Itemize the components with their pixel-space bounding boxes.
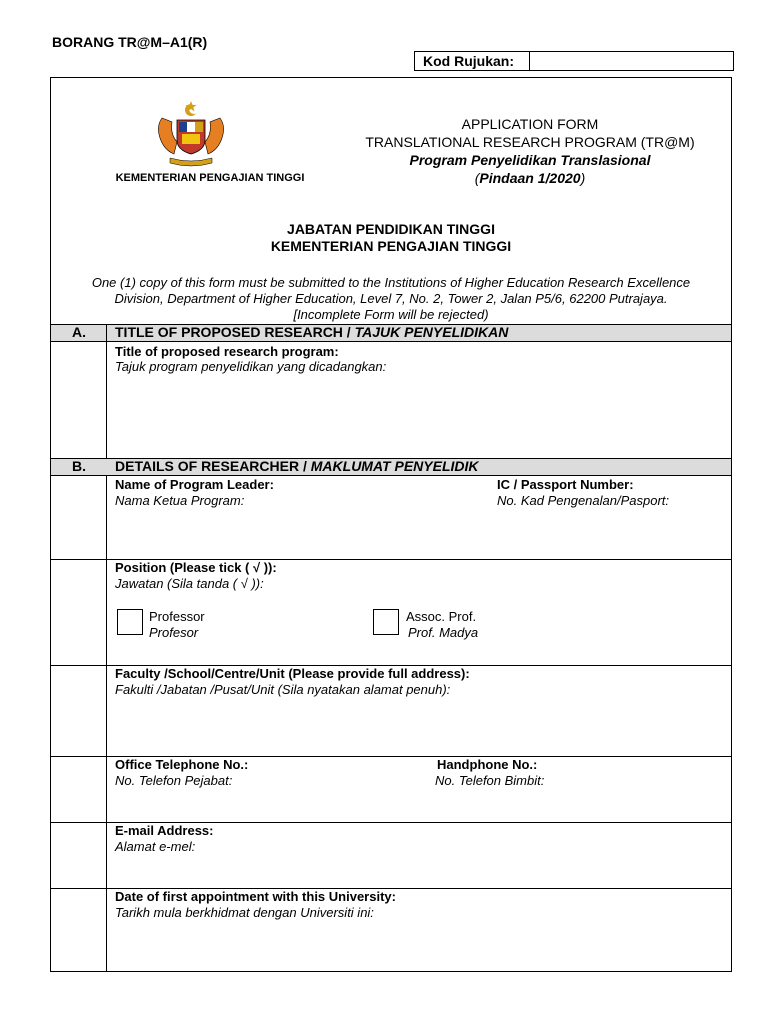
email-input[interactable] (110, 858, 728, 886)
row-label-divider (106, 324, 107, 971)
submission-instructions (56, 275, 726, 323)
program-title: TRANSLATIONAL RESEARCH PROGRAM (TR@M) (365, 134, 695, 150)
instruction-line-3: [Incomplete Form will be rejected) (293, 307, 489, 322)
form-title: APPLICATION FORM (461, 116, 599, 132)
office-telephone-input[interactable] (110, 792, 428, 820)
divider (51, 341, 731, 342)
program-title-ms: Program Penyelidikan Translasional (409, 152, 651, 168)
position-label-ms: Jawatan (Sila tanda ( √ )): (115, 576, 264, 591)
faculty-address-input[interactable] (110, 700, 728, 752)
instruction-line-2: Division, Department of Higher Education, Level 7, No. 2, Tower 2, Jalan P5/6, 62200 Putrajaya. (114, 291, 668, 306)
professor-checkbox[interactable] (117, 609, 143, 635)
instruction-line-1: One (1) copy of this form must be submitted to the Institutions of Higher Education Research Excellence (91, 275, 691, 290)
section-a-letter: A. (72, 324, 86, 340)
faculty-label-ms: Fakulti /Jabatan /Pusat/Unit (Sila nyatakan alamat penuh): (115, 682, 451, 697)
handphone-label: Handphone No.: (437, 757, 538, 772)
research-title-label: Title of proposed research program: (115, 344, 339, 359)
reference-code-field[interactable] (530, 52, 733, 70)
reference-code-box (414, 51, 734, 71)
program-leader-label-ms: Nama Ketua Program: (115, 493, 245, 508)
section-b-header (51, 459, 731, 475)
form-title-block (340, 115, 720, 187)
office-telephone-label-ms: No. Telefon Pejabat: (115, 773, 233, 788)
office-telephone-label: Office Telephone No.: (115, 757, 249, 772)
section-a-header (51, 325, 731, 341)
position-label: Position (Please tick ( √ )): (115, 560, 277, 575)
appointment-date-label: Date of first appointment with this University: (115, 889, 396, 904)
professor-option-label: Professor (149, 609, 205, 624)
department-block (52, 221, 730, 255)
department-line-2: KEMENTERIAN PENGAJIAN TINGGI (270, 238, 512, 254)
ic-passport-input[interactable] (494, 512, 728, 556)
email-label: E-mail Address: (115, 823, 214, 838)
program-leader-label: Name of Program Leader: (115, 477, 274, 492)
ic-passport-label-ms: No. Kad Pengenalan/Pasport: (497, 493, 670, 508)
amendment-number: Pindaan 1/2020 (479, 170, 581, 186)
assoc-prof-checkbox[interactable] (373, 609, 399, 635)
appointment-date-label-ms: Tarikh mula berkhidmat dengan Universiti ini: (115, 905, 374, 920)
department-line-1: JABATAN PENDIDIKAN TINGGI (287, 221, 495, 237)
section-a-title: TITLE OF PROPOSED RESEARCH / TAJUK PENYELIDIKAN (115, 324, 509, 340)
ic-passport-label: IC / Passport Number: (497, 477, 634, 492)
divider (51, 475, 731, 476)
coat-of-arms-icon (62, 98, 320, 178)
form-code: BORANG TR@M–A1(R) (52, 34, 208, 50)
research-title-label-ms: Tajuk program penyelidikan yang dicadangkan: (115, 359, 387, 374)
amendment-label: (Pindaan 1/2020) (474, 170, 586, 186)
section-b-letter: B. (72, 458, 86, 474)
ministry-name: KEMENTERIAN PENGAJIAN TINGGI (115, 172, 305, 184)
program-leader-input[interactable] (110, 512, 490, 556)
email-label-ms: Alamat e-mel: (115, 839, 196, 854)
research-title-input[interactable] (110, 378, 728, 456)
handphone-label-ms: No. Telefon Bimbit: (435, 773, 545, 788)
handphone-input[interactable] (432, 792, 728, 820)
assoc-prof-option-label: Assoc. Prof. (406, 609, 477, 624)
reference-code-label: Kod Rujukan: (415, 52, 530, 70)
professor-option-label-ms: Profesor (149, 625, 199, 640)
appointment-date-input[interactable] (110, 924, 728, 968)
section-b-title: DETAILS OF RESEARCHER / MAKLUMAT PENYELIDIK (115, 458, 479, 474)
assoc-prof-option-label-ms: Prof. Madya (408, 625, 479, 640)
faculty-label: Faculty /School/Centre/Unit (Please provide full address): (115, 666, 470, 681)
